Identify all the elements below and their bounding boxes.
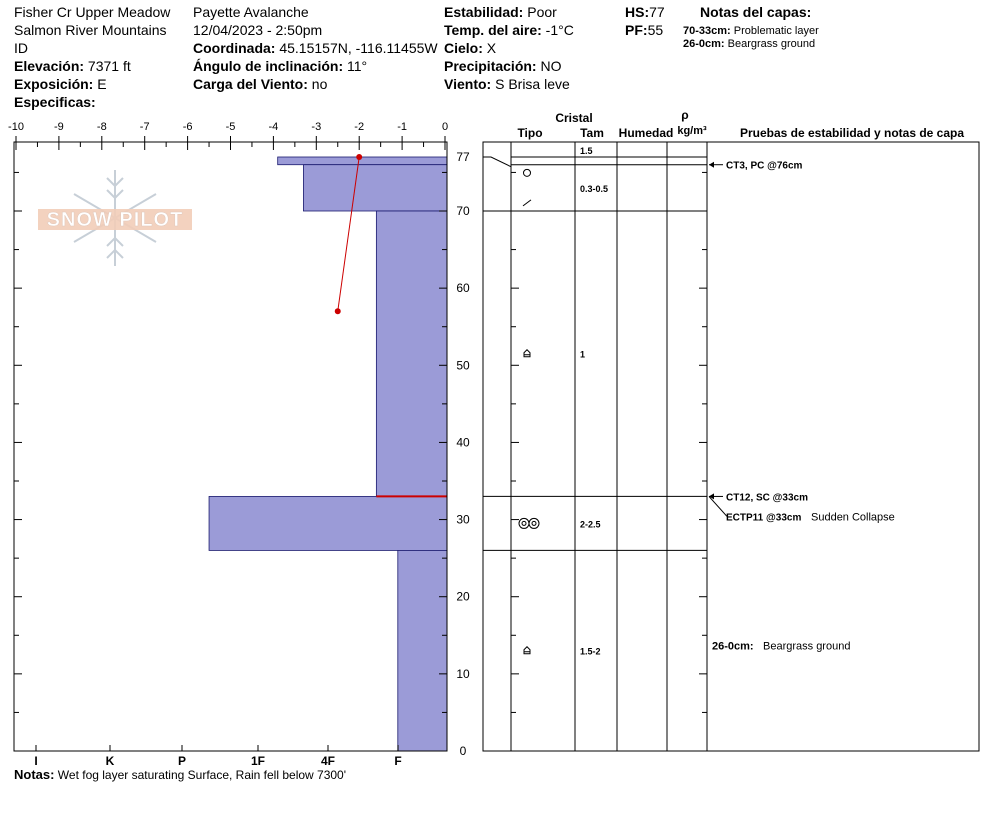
precip-value: NO: [540, 58, 562, 74]
depth-tick-label: 10: [456, 666, 470, 681]
temp-tick-label: -2: [354, 121, 365, 133]
temp-tick-label: -8: [96, 121, 107, 133]
stability-test-2: CT12, SC @33cm: [726, 492, 809, 504]
temp-tick-label: 0: [441, 121, 449, 133]
temp-tick-label: -9: [54, 121, 64, 133]
test-arrow-head: [709, 162, 714, 168]
temp-tick-label: -3: [311, 121, 322, 133]
specifics-label: Especificas:: [14, 94, 96, 110]
melt-circle-icon: [529, 518, 539, 528]
depth-hoar-icon: [524, 350, 530, 357]
pf-value: 55: [647, 22, 664, 38]
depth-tick-label: 50: [456, 358, 470, 373]
header-density-unit: kg/m³: [677, 125, 707, 137]
wind-load-label: Carga del Viento:: [193, 76, 308, 92]
pf-label: PF:: [625, 22, 648, 38]
temp-tick-label: -1: [397, 121, 407, 133]
slope-value: 11°: [347, 58, 368, 74]
melt-circle-icon: [519, 518, 529, 528]
air-temp-label: Temp. del aire:: [444, 22, 542, 38]
elevation-value: 7371 ft: [87, 58, 131, 74]
grain-circle+slash-icon: [523, 169, 531, 206]
header-tam: Tam: [580, 126, 604, 140]
layer-note-1-range: 70-33cm:: [683, 25, 731, 37]
layer-notes-title-text: Notas del capas:: [700, 4, 812, 20]
organization: Payette Avalanche: [193, 4, 309, 20]
depth-tick-label: 30: [456, 512, 470, 527]
aspect-label: Exposición:: [14, 76, 94, 92]
layer-size-5: 1.5-2: [580, 646, 601, 657]
temp-tick-label: -4: [268, 121, 279, 133]
temperature-point: [356, 154, 362, 160]
hardness-label: 1F: [250, 754, 266, 768]
depth-tick-label: 0: [459, 744, 467, 758]
header-cristal: Cristal: [555, 111, 593, 125]
aspect-value: E: [97, 76, 107, 92]
layer-comment-text-1: Beargrass ground: [763, 640, 851, 653]
coordinate-label: Coordinada:: [193, 40, 276, 56]
wind-load-value: no: [311, 76, 328, 92]
sky-value: X: [486, 40, 497, 56]
hardness-label: F: [394, 754, 402, 768]
slope-label: Ángulo de inclinación:: [193, 58, 344, 74]
grain-depth-hoar-icon: [524, 647, 530, 654]
layer-table-panel: [483, 108, 979, 751]
temperature-point: [335, 308, 341, 314]
wind-label: Viento:: [444, 76, 492, 92]
temp-tick-label: -10: [8, 121, 24, 133]
coordinate-value: 45.15157N, -116.11455W: [279, 40, 438, 56]
temp-tick-label: -6: [182, 121, 193, 133]
layer-comment-range-1: 26-0cm:: [712, 640, 754, 653]
layer-size-3: 1: [580, 349, 586, 360]
layer-size-2: 0.3-0.5: [580, 183, 609, 194]
surface-connector: [483, 157, 511, 167]
watermark-text: SNOW PILOT: [46, 209, 184, 231]
layer-note-2-text: Beargrass ground: [727, 38, 816, 50]
stability-test-1: CT3, PC @76cm: [726, 160, 803, 172]
air-temp-value: -1°C: [545, 22, 574, 38]
test-arrow-line: [709, 496, 727, 516]
layer-size-1: 1.5: [580, 146, 593, 156]
layer-note-2-range: 26-0cm:: [683, 38, 725, 50]
hs-label: HS:: [625, 4, 650, 20]
hardness-label: I: [34, 754, 38, 768]
grain-depth-hoar-icon: [524, 350, 530, 357]
hardness-bar-5: [398, 550, 447, 751]
depth-tick-label: 70: [456, 204, 470, 218]
snowpilot-watermark: [38, 170, 192, 266]
wind-value: S Brisa leve: [495, 76, 570, 92]
melt-inner-icon: [522, 521, 526, 525]
layer-note-1-text: Problematic layer: [733, 25, 819, 37]
hardness-bar-4: [209, 496, 447, 550]
header-humedad: Humedad: [618, 126, 674, 140]
elevation-label: Elevación:: [14, 58, 85, 74]
hardness-label: 4F: [320, 754, 336, 768]
depth-tick-label: 20: [456, 589, 470, 604]
sky-label: Cielo:: [444, 40, 483, 56]
stability-test-3: ECTP11 @33cm: [726, 512, 802, 524]
location-line-1: Fisher Cr Upper Meadow: [14, 4, 171, 20]
location-line-2: Salmon River Mountains: [14, 22, 167, 38]
stability-test-3-note: Sudden Collapse: [811, 511, 895, 524]
depth-tick-label: 40: [456, 435, 470, 450]
hardness-bar-2: [303, 165, 447, 211]
hs-value: 77: [649, 4, 665, 20]
stability-label: Estabilidad:: [444, 4, 524, 20]
temp-tick-label: -5: [225, 121, 236, 133]
location-line-3: ID: [14, 40, 28, 56]
header-tipo: Tipo: [517, 126, 543, 140]
layer-table-frame: [483, 142, 979, 751]
notes-text: Wet fog layer saturating Surface, Rain fell below 7300': [57, 768, 347, 782]
depth-hoar-icon: [524, 647, 530, 654]
notes-label: Notas:: [14, 767, 55, 782]
melt-inner-icon: [532, 521, 536, 525]
datetime: 12/04/2023 - 2:50pm: [193, 22, 323, 38]
depth-tick-label: 77: [456, 150, 470, 164]
rounded-grain-icon: [524, 169, 531, 176]
grain-melt-forms-icon: [519, 518, 539, 528]
depth-tick-label: 60: [456, 281, 470, 296]
header-tests: Pruebas de estabilidad y notas de capa: [739, 126, 965, 140]
layer-size-4: 2-2.5: [580, 519, 601, 530]
header-density-symbol: ρ: [681, 108, 689, 122]
hardness-bar-1: [278, 157, 447, 165]
hardness-bar-3: [376, 211, 447, 496]
decomposing-grain-icon: [523, 200, 531, 206]
stability-value: Poor: [527, 4, 557, 20]
temp-tick-label: -7: [139, 121, 150, 133]
hardness-label: K: [105, 754, 115, 768]
hardness-label: P: [177, 754, 187, 768]
precip-label: Precipitación:: [444, 58, 537, 74]
